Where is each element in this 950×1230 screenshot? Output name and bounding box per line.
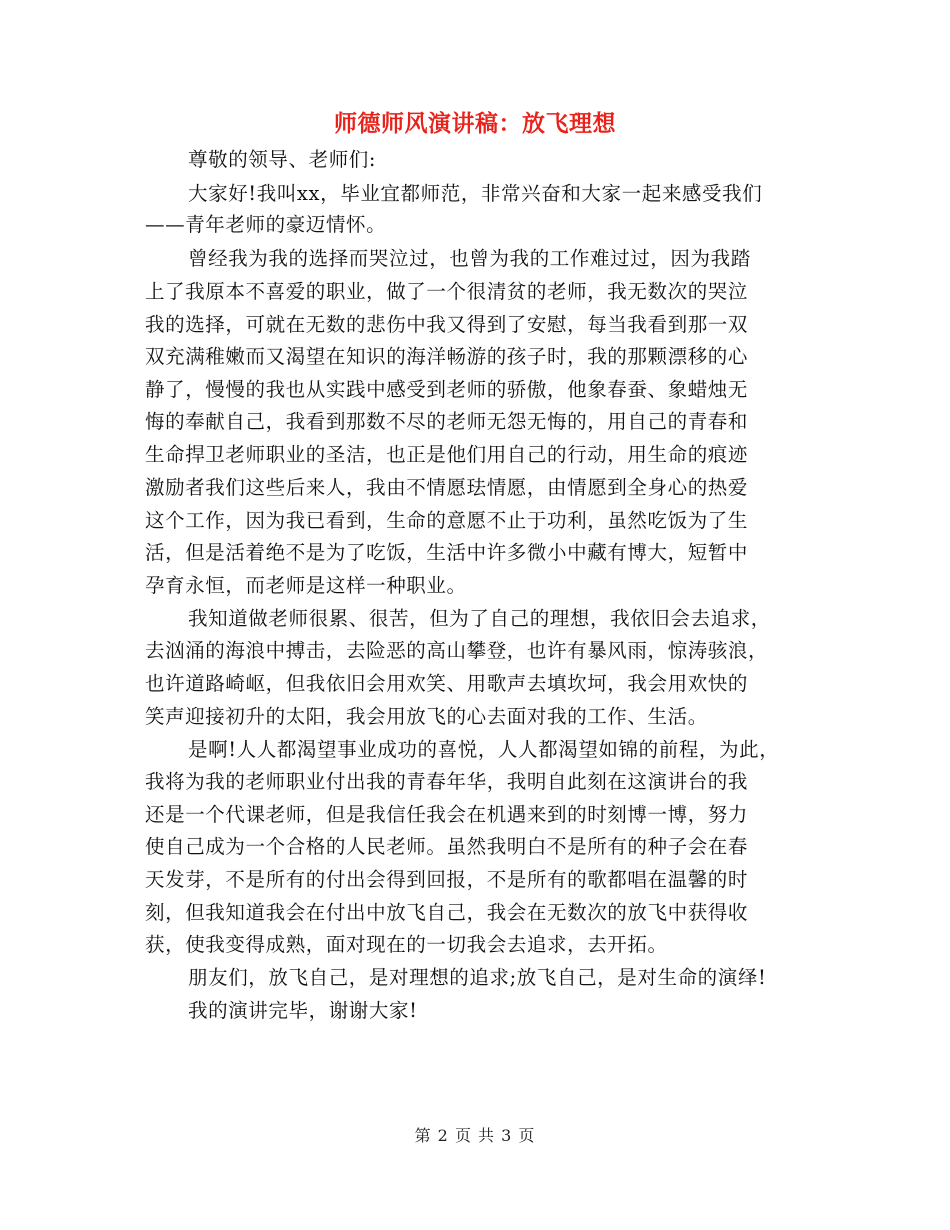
text-line: 激励者我们这些后来人，我由不情愿珐情愿，由情愿到全身心的热爱: [145, 476, 749, 499]
page-footer: 第 2 页 共 3 页: [414, 1126, 536, 1145]
text-line: 尊敬的领导、老师们:: [188, 148, 377, 171]
text-line: 曾经我为我的选择而哭泣过，也曾为我的工作难过过，因为我踏: [188, 247, 751, 270]
text-line: 使自己成为一个合格的人民老师。虽然我明白不是所有的种子会在春: [145, 835, 749, 858]
text-line: 大家好!我叫xx，毕业宜都师范，非常兴奋和大家一起来感受我们: [188, 182, 763, 205]
text-line: 我将为我的老师职业付出我的青春年华，我明自此刻在这演讲台的我: [145, 770, 749, 793]
text-line: 悔的奉献自己，我看到那数不尽的老师无怨无悔的，用自己的青春和: [145, 410, 749, 433]
text-line: 是啊!人人都渴望事业成功的喜悦，人人都渴望如锦的前程，为此，: [188, 738, 780, 761]
text-line: 我知道做老师很累、很苦，但为了自己的理想，我依旧会去追求，: [188, 607, 771, 630]
text-line: 我的选择，可就在无数的悲伤中我又得到了安慰，每当我看到那一双: [145, 313, 749, 336]
text-line: 这个工作，因为我已看到，生命的意愿不止于功利，虽然吃饭为了生: [145, 509, 749, 532]
text-line: ——青年老师的豪迈情怀。: [145, 213, 387, 236]
document-title: 师德师风演讲稿：放飞理想: [334, 110, 616, 137]
text-line: 刻，但我知道我会在付出中放飞自己，我会在无数次的放飞中获得收: [145, 901, 749, 924]
text-line: 笑声迎接初升的太阳，我会用放飞的心去面对我的工作、生活。: [145, 705, 708, 728]
text-line: 静了，慢慢的我也从实践中感受到老师的骄傲，他象春蚕、象蜡烛无: [145, 378, 749, 401]
text-line: 去汹涌的海浪中搏击，去险恶的高山攀登，也许有暴风雨，惊涛骇浪，: [145, 639, 769, 662]
text-line: 双充满稚嫩而又渴望在知识的海洋畅游的孩子时，我的那颗漂移的心: [145, 345, 749, 368]
text-line: 我的演讲完毕，谢谢大家!: [188, 999, 418, 1022]
text-line: 生命捍卫老师职业的圣洁，也正是他们用自己的行动，用生命的痕迹: [145, 443, 749, 466]
text-line: 天发芽，不是所有的付出会得到回报，不是所有的歌都唱在温馨的时: [145, 868, 749, 891]
text-line: 活，但是活着绝不是为了吃饭，生活中许多微小中藏有博大，短暂中: [145, 541, 749, 564]
text-line: 也许道路崎岖，但我依旧会用欢笑、用歌声去填坎坷，我会用欢快的: [145, 672, 749, 695]
text-line: 朋友们，放飞自己，是对理想的追求;放飞自己，是对生命的演绎!: [188, 966, 767, 989]
text-line: 获，使我变得成熟，面对现在的一切我会去追求，去开拓。: [145, 933, 668, 956]
text-line: 还是一个代课老师，但是我信任我会在机遇来到的时刻博一博，努力: [145, 803, 749, 826]
text-line: 孕育永恒，而老师是这样一种职业。: [145, 574, 467, 597]
text-line: 上了我原本不喜爱的职业，做了一个很清贫的老师，我无数次的哭泣: [145, 280, 749, 303]
